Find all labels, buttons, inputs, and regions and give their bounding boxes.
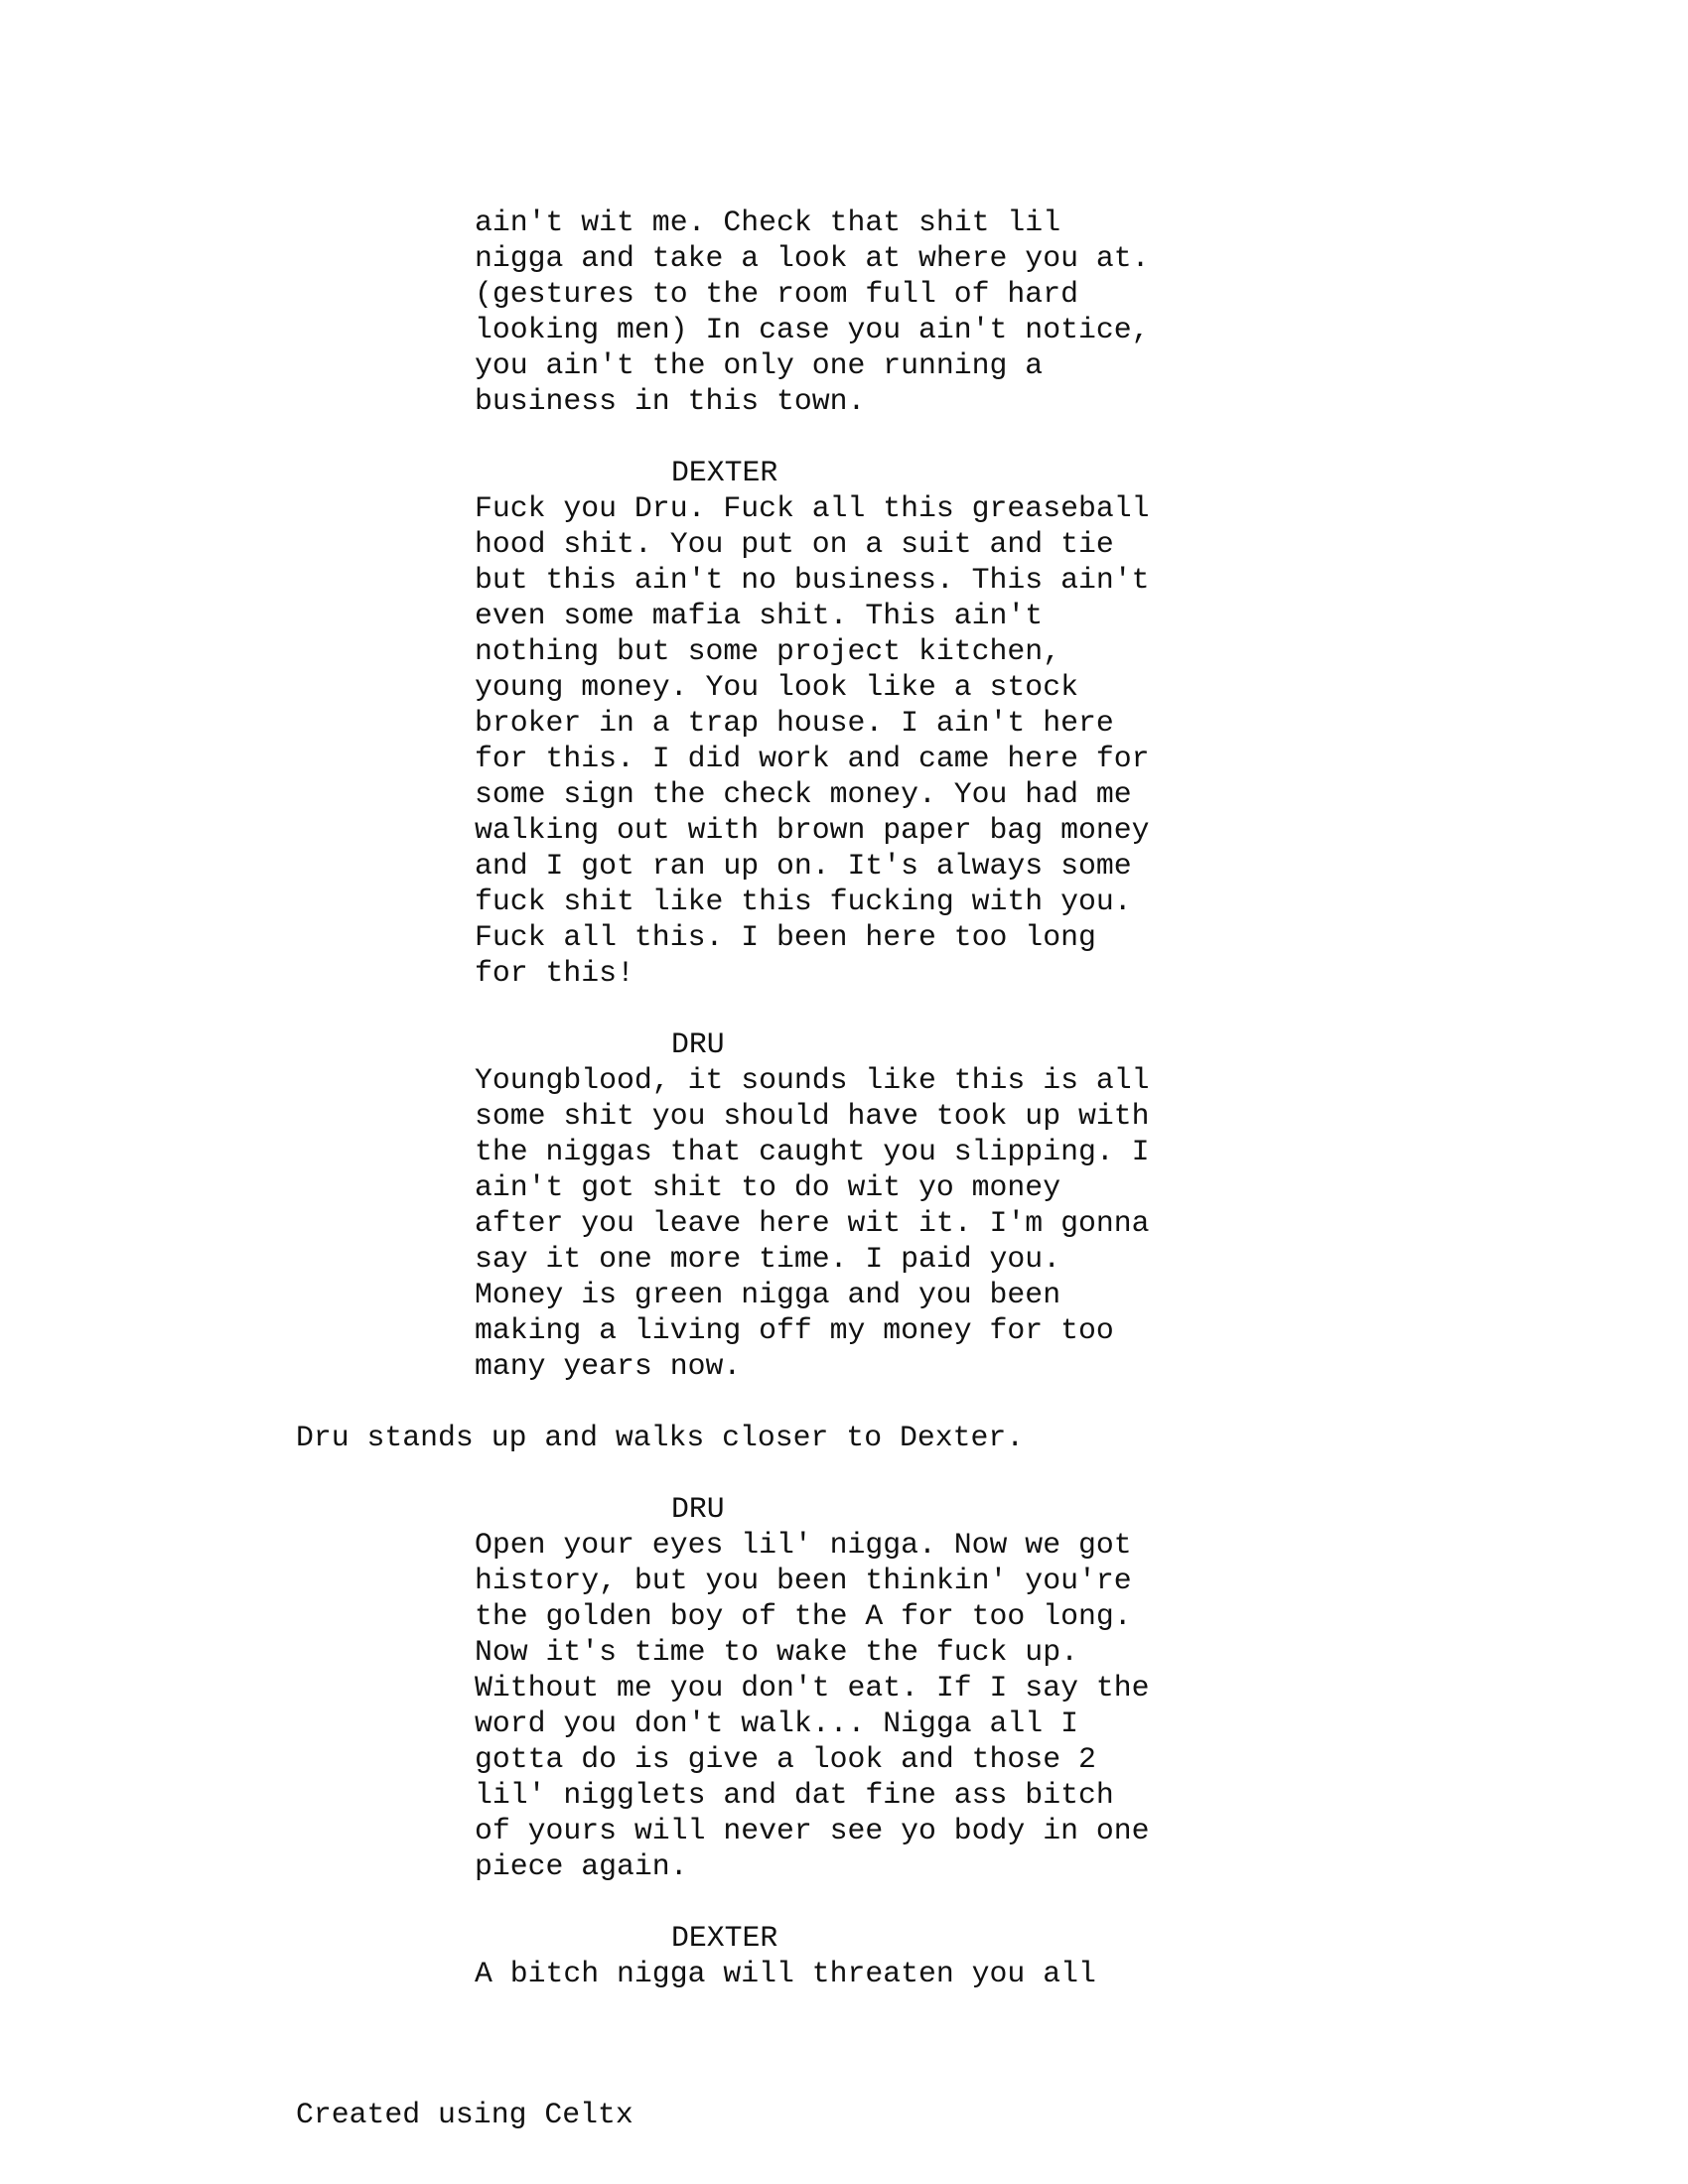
dialogue-line: A bitch nigga will threaten you all <box>475 1957 1096 1990</box>
dialogue-line: after you leave here wit it. I'm gonna <box>475 1206 1150 1240</box>
dialogue-line: fuck shit like this fucking with you. <box>475 885 1132 918</box>
dialogue-line: and I got ran up on. It's always some <box>475 849 1132 883</box>
dialogue-line: gotta do is give a look and those 2 <box>475 1742 1096 1776</box>
dialogue-line: you ain't the only one running a <box>475 348 1044 382</box>
dialogue-line: history, but you been thinkin' you're <box>475 1564 1132 1597</box>
dialogue-line: nigga and take a look at where you at. <box>475 241 1150 275</box>
dialogue-line: Now it's time to wake the fuck up. <box>475 1635 1078 1669</box>
dialogue-line: say it one more time. I paid you. <box>475 1242 1061 1276</box>
dialogue-line: the niggas that caught you slipping. I <box>475 1135 1150 1168</box>
dialogue-line: looking men) In case you ain't notice, <box>475 313 1150 346</box>
dialogue-line: Fuck all this. I been here too long <box>475 920 1096 954</box>
dialogue-line: for this. I did work and came here for <box>475 742 1150 775</box>
dialogue-line: Open your eyes lil' nigga. Now we got <box>475 1528 1132 1562</box>
dialogue-line: Fuck you Dru. Fuck all this greaseball <box>475 491 1150 525</box>
dialogue-line: for this! <box>475 956 634 990</box>
character-name: DRU <box>671 1027 725 1061</box>
character-name: DEXTER <box>671 1921 778 1955</box>
dialogue-line: (gestures to the room full of hard <box>475 277 1078 311</box>
dialogue-line: making a living off my money for too <box>475 1313 1114 1347</box>
dialogue-line: some shit you should have took up with <box>475 1099 1150 1133</box>
footer-credit: Created using Celtx <box>296 2098 633 2131</box>
dialogue-line: word you don't walk... Nigga all I <box>475 1706 1078 1740</box>
dialogue-line: piece again. <box>475 1849 688 1883</box>
character-name: DEXTER <box>671 456 778 489</box>
character-name: DRU <box>671 1492 725 1526</box>
dialogue-line: hood shit. You put on a suit and tie <box>475 527 1114 561</box>
dialogue-line: ain't got shit to do wit yo money <box>475 1170 1061 1204</box>
dialogue-line: young money. You look like a stock <box>475 670 1078 704</box>
dialogue-line: lil' nigglets and dat fine ass bitch <box>475 1778 1114 1812</box>
dialogue-line: ain't wit me. Check that shit lil <box>475 205 1061 239</box>
dialogue-line: some sign the check money. You had me <box>475 777 1132 811</box>
dialogue-line: business in this town. <box>475 384 866 418</box>
dialogue-line: nothing but some project kitchen, <box>475 634 1061 668</box>
action-line: Dru stands up and walks closer to Dexter. <box>296 1421 1025 1454</box>
dialogue-line: Youngblood, it sounds like this is all <box>475 1063 1150 1097</box>
dialogue-line: even some mafia shit. This ain't <box>475 599 1044 632</box>
dialogue-line: Without me you don't eat. If I say the <box>475 1671 1150 1705</box>
dialogue-line: the golden boy of the A for too long. <box>475 1599 1132 1633</box>
dialogue-line: many years now. <box>475 1349 742 1383</box>
dialogue-line: broker in a trap house. I ain't here <box>475 706 1114 740</box>
dialogue-line: of yours will never see yo body in one <box>475 1814 1150 1847</box>
dialogue-line: but this ain't no business. This ain't <box>475 563 1150 597</box>
dialogue-line: Money is green nigga and you been <box>475 1278 1061 1311</box>
dialogue-line: walking out with brown paper bag money <box>475 813 1150 847</box>
